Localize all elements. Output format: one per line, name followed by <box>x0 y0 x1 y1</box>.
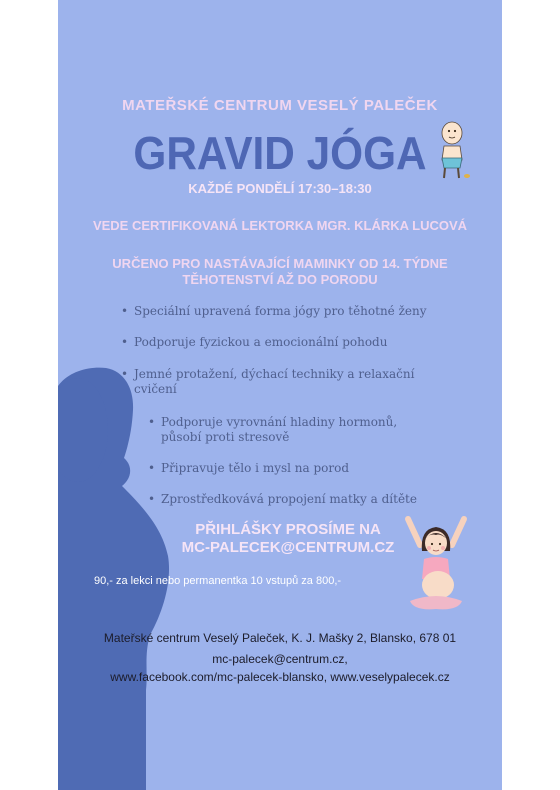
lector-info: VEDE CERTIFIKOVANÁ LEKTORKA MGR. KLÁRKA LUCOVÁ <box>92 218 468 233</box>
schedule: KAŽDÉ PONDĚLÍ 17:30–18:30 <box>188 181 372 196</box>
contact-address: Mateřské centrum Veselý Paleček, K. J. Mašky 2, Blansko, 678 01 <box>103 631 457 645</box>
target-group <box>58 256 502 288</box>
list-item: • Zprostředkovává propojení matky a dítěte <box>148 492 417 506</box>
price-info: 90,- za lekci nebo permanentka 10 vstupů za 800,- <box>94 575 342 587</box>
list-item: • Jemné protažení, dýchací techniky a relaxační cvičení <box>121 367 415 396</box>
org-name: MATEŘSKÉ CENTRUM VESELÝ PALEČEK <box>122 97 438 114</box>
target-line-2: TĚHOTENSTVÍ AŽ DO PORODU <box>182 272 378 287</box>
poster <box>58 0 502 790</box>
target-line-1: URČENO PRO NASTÁVAJÍCÍ MAMINKY OD 14. TÝDNE <box>112 256 448 271</box>
yoga-woman-icon <box>400 505 472 615</box>
list-item: • Speciální upravená forma jógy pro těhotné ženy <box>121 304 427 318</box>
contact-web: www.facebook.com/mc-palecek-blansko, www.veselypalecek.cz <box>110 670 450 684</box>
signup-email: MC-PALECEK@CENTRUM.CZ <box>181 539 395 556</box>
signup-line-1: PŘIHLÁŠKY PROSÍME NA <box>195 521 381 538</box>
signup-info <box>178 521 398 557</box>
list-item: • Podporuje fyzickou a emocionální pohodu <box>121 335 388 349</box>
list-item: • Podporuje vyrovnání hladiny hormonů, působí proti stresově <box>148 415 398 444</box>
baby-mascot-icon <box>436 120 472 182</box>
contact-email: mc-palecek@centrum.cz, <box>212 652 348 666</box>
page-title: GRAVID JÓGA <box>133 127 427 179</box>
list-item: • Připravuje tělo i mysl na porod <box>148 461 350 475</box>
